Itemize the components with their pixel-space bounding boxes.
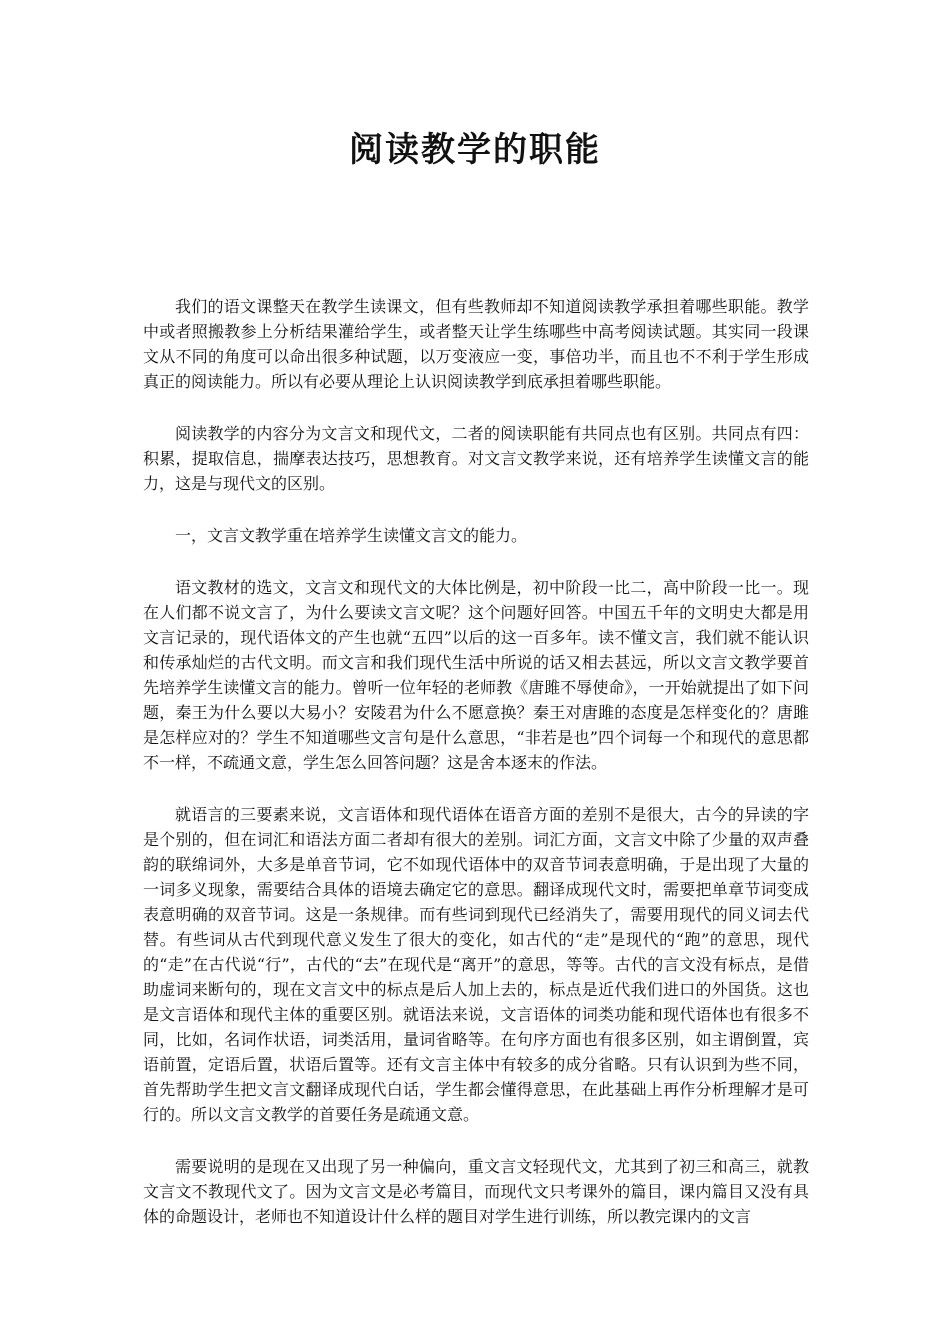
paragraph-language-elements: 就语言的三要素来说，文言语体和现代语体在语音方面的差别不是很大，古今的异读的字是个别的，但在词汇和语法方面二者却有很大的差别。词汇方面，文言文中除了少量的双声叠韵的联绵词外，大多是单音节词，它不如现代语体中的双音节词表意明确，于是出现了大量的一词多义现象，需要结合具体的语境去确定它的意思。翻译成现代文时，需要把单章节词变成表意明确的双音节词。这是一条规律。而有些词到现代已经消失了，需要用现代的同义词去代替。有些词从古代到现代意义发生了很大的变化，如古代的“走”是现代的“跑”的意思，现代的“走”在古代说“行”，古代的“去”在现代是“离开”的意思，等等。古代的言文没有标点，是借助虚词来断句的，现在文言文中的标点是后人加上去的，标点是近代我们进口的外国货。这也是文言语体和现代主体的重要区别。就语法来说，文言语体的词类功能和现代语体也有很多不同，比如，名词作状语，词类活用，量词省略等。在句序方面也有很多区别，如主谓倒置，宾语前置，定语后置，状语后置等。还有文言主体中有较多的成分省略。只有认识到为些不同，首先帮助学生把文言文翻译成现代白话，学生都会懂得意思，在此基础上再作分析理解才是可行的。所以文言文教学的首要任务是疏通文意。 [143, 805, 809, 1124]
paragraph-overview: 阅读教学的内容分为文言文和现代文，二者的阅读职能有共同点也有区别。共同点有四：积累，提取信息，揣摩表达技巧，思想教育。对文言文教学来说，还有培养学生读懂文言的能力，这是与现代文的区别。 [143, 424, 809, 493]
document-body [143, 294, 809, 1256]
section-heading-classical: 一，文言文教学重在培养学生读懂文言文的能力。 [175, 526, 528, 545]
paragraph-intro: 我们的语文课整天在教学生读课文，但有些教师却不知道阅读教学承担着哪些职能。教学中或者照搬教参上分析结果灌给学生，或者整天让学生练哪些中高考阅读试题。其实同一段课文从不同的角度可以命出很多种试题，以万变液应一变，事倍功半，而且也不不利于学生形成真正的阅读能力。所以有必要从理论上认识阅读教学到底承担着哪些职能。 [143, 297, 809, 391]
document-title: 阅读教学的职能 [349, 130, 601, 170]
paragraph-textbook-ratio: 语文教材的选文，文言文和现代文的大体比例是，初中阶段一比二，高中阶段一比一。现在人们都不说文言了，为什么要读文言文呢？这个问题好回答。中国五千年的文明史大都是用文言记录的，现代语体文的产生也就“五四”以后的这一百多年。读不懂文言，我们就不能认识和传承灿烂的古代文明。而文言和我们现代生活中所说的话又相去甚远，所以文言文教学要首先培养学生读懂文言的能力。曾听一位年轻的老师教《唐雎不辱使命》，一开始就提出了如下问题，秦王为什么要以大易小？安陵君为什么不愿意换？秦王对唐雎的态度是怎样变化的？唐雎是怎样应对的？学生不知道哪些文言句是什么意思，“非若是也”四个词每一个和现代的意思都不一样，不疏通文意，学生怎么回答问题？这是舍本逐末的作法。 [143, 578, 809, 772]
paragraph-bias-note: 需要说明的是现在又出现了另一种偏向，重文言文轻现代文，尤其到了初三和高三，就教文言文不教现代文了。因为文言文是必考篇目，而现代文只考课外的篇目，课内篇目又没有具体的命题设计，老师也不知道设计什么样的题目对学生进行训练，所以教完课内的文言 [143, 1157, 809, 1226]
